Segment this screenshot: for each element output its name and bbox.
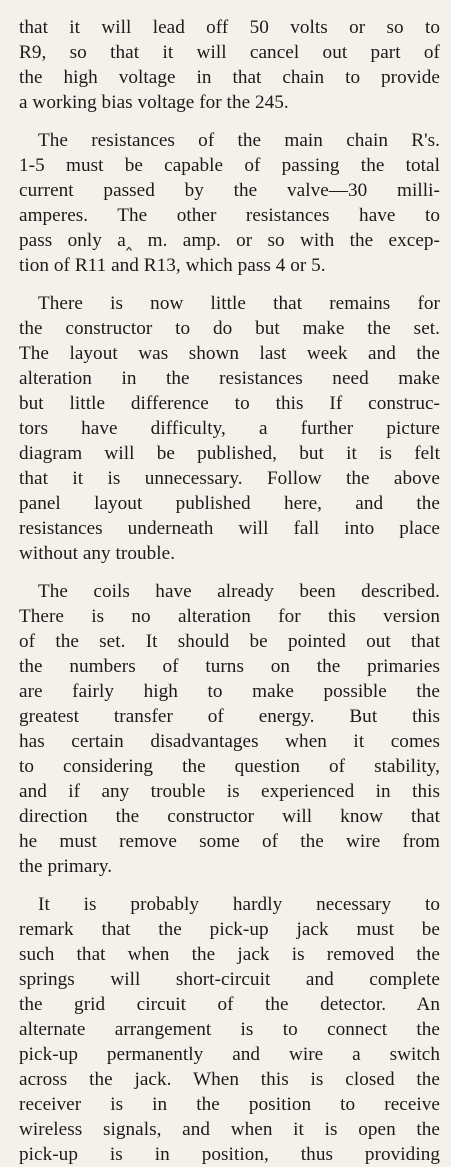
text-line: current passed by the valve—30 milli- bbox=[19, 180, 440, 201]
text-line: he must remove some of the wire from bbox=[19, 831, 440, 852]
text-line: There is now little that remains for bbox=[38, 293, 440, 314]
text-line: R9, so that it will cancel out part of bbox=[19, 42, 440, 63]
text-line: without any trouble. bbox=[19, 543, 176, 564]
text-line: the constructor to do but make the set. bbox=[19, 318, 440, 339]
text-line: pick-up permanently and wire a switch bbox=[19, 1044, 440, 1065]
text-line: tion of R11 and R13, which pass 4 or 5. bbox=[19, 255, 326, 276]
text-line: across the jack. When this is closed the bbox=[19, 1069, 440, 1090]
text-line: a working bias voltage for the 245. bbox=[19, 92, 289, 113]
text-line: tors have difficulty, a further picture bbox=[19, 418, 440, 439]
text-line: There is no alteration for this version bbox=[19, 606, 440, 627]
text-line: are fairly high to make possible the bbox=[19, 681, 440, 702]
text-line: receiver is in the position to receive bbox=[19, 1094, 440, 1115]
text-line: alteration in the resistances need make bbox=[19, 368, 440, 389]
text-line: the numbers of turns on the primaries bbox=[19, 656, 440, 677]
text-line: that it will lead off 50 volts or so to bbox=[19, 17, 440, 38]
text-line: pick-up is in position, thus providing bbox=[19, 1144, 440, 1165]
text-line: of the set. It should be pointed out that bbox=[19, 631, 440, 652]
text-line: remark that the pick-up jack must be bbox=[19, 919, 440, 940]
text-line: greatest transfer of energy. But this bbox=[19, 706, 440, 727]
text-line: direction the constructor will know that bbox=[19, 806, 440, 827]
text-line: that it is unnecessary. Follow the above bbox=[19, 468, 440, 489]
text-line: The coils have already been described. bbox=[38, 581, 440, 602]
paragraph-coils bbox=[19, 579, 440, 879]
text-line: springs will short-circuit and complete bbox=[19, 969, 440, 990]
text-line: wireless signals, and when it is open the bbox=[19, 1119, 440, 1140]
text-line: the grid circuit of the detector. An bbox=[19, 994, 440, 1015]
text-line: the high voltage in that chain to provide bbox=[19, 67, 440, 88]
text-line: alternate arrangement is to connect the bbox=[19, 1019, 440, 1040]
text-line: and if any trouble is experienced in this bbox=[19, 781, 440, 802]
paragraph-resistances bbox=[19, 128, 440, 278]
text-line: 1-5 must be capable of passing the total bbox=[19, 155, 440, 176]
text-line: diagram will be published, but it is felt bbox=[19, 443, 440, 464]
text-line: resistances underneath will fall into place bbox=[19, 518, 440, 539]
article-column bbox=[19, 15, 440, 1167]
text-line: amperes. The other resistances have to bbox=[19, 205, 440, 226]
text-line: The resistances of the main chain R's. bbox=[38, 130, 440, 151]
text-line: but little difference to this If construc- bbox=[19, 393, 440, 414]
paragraph-bias-voltage bbox=[19, 15, 440, 115]
text-line: pass only a‸ m. amp. or so with the excep- bbox=[19, 230, 440, 251]
text-line: has certain disadvantages when it comes bbox=[19, 731, 440, 752]
text-line: The layout was shown last week and the bbox=[19, 343, 440, 364]
text-line: panel layout published here, and the bbox=[19, 493, 440, 514]
text-line: such that when the jack is removed the bbox=[19, 944, 440, 965]
paragraph-constructor bbox=[19, 291, 440, 566]
paragraph-pickup-jack bbox=[19, 892, 440, 1167]
text-line: the primary. bbox=[19, 856, 113, 877]
text-line: It is probably hardly necessary to bbox=[38, 894, 440, 915]
text-line: to considering the question of stability, bbox=[19, 756, 440, 777]
